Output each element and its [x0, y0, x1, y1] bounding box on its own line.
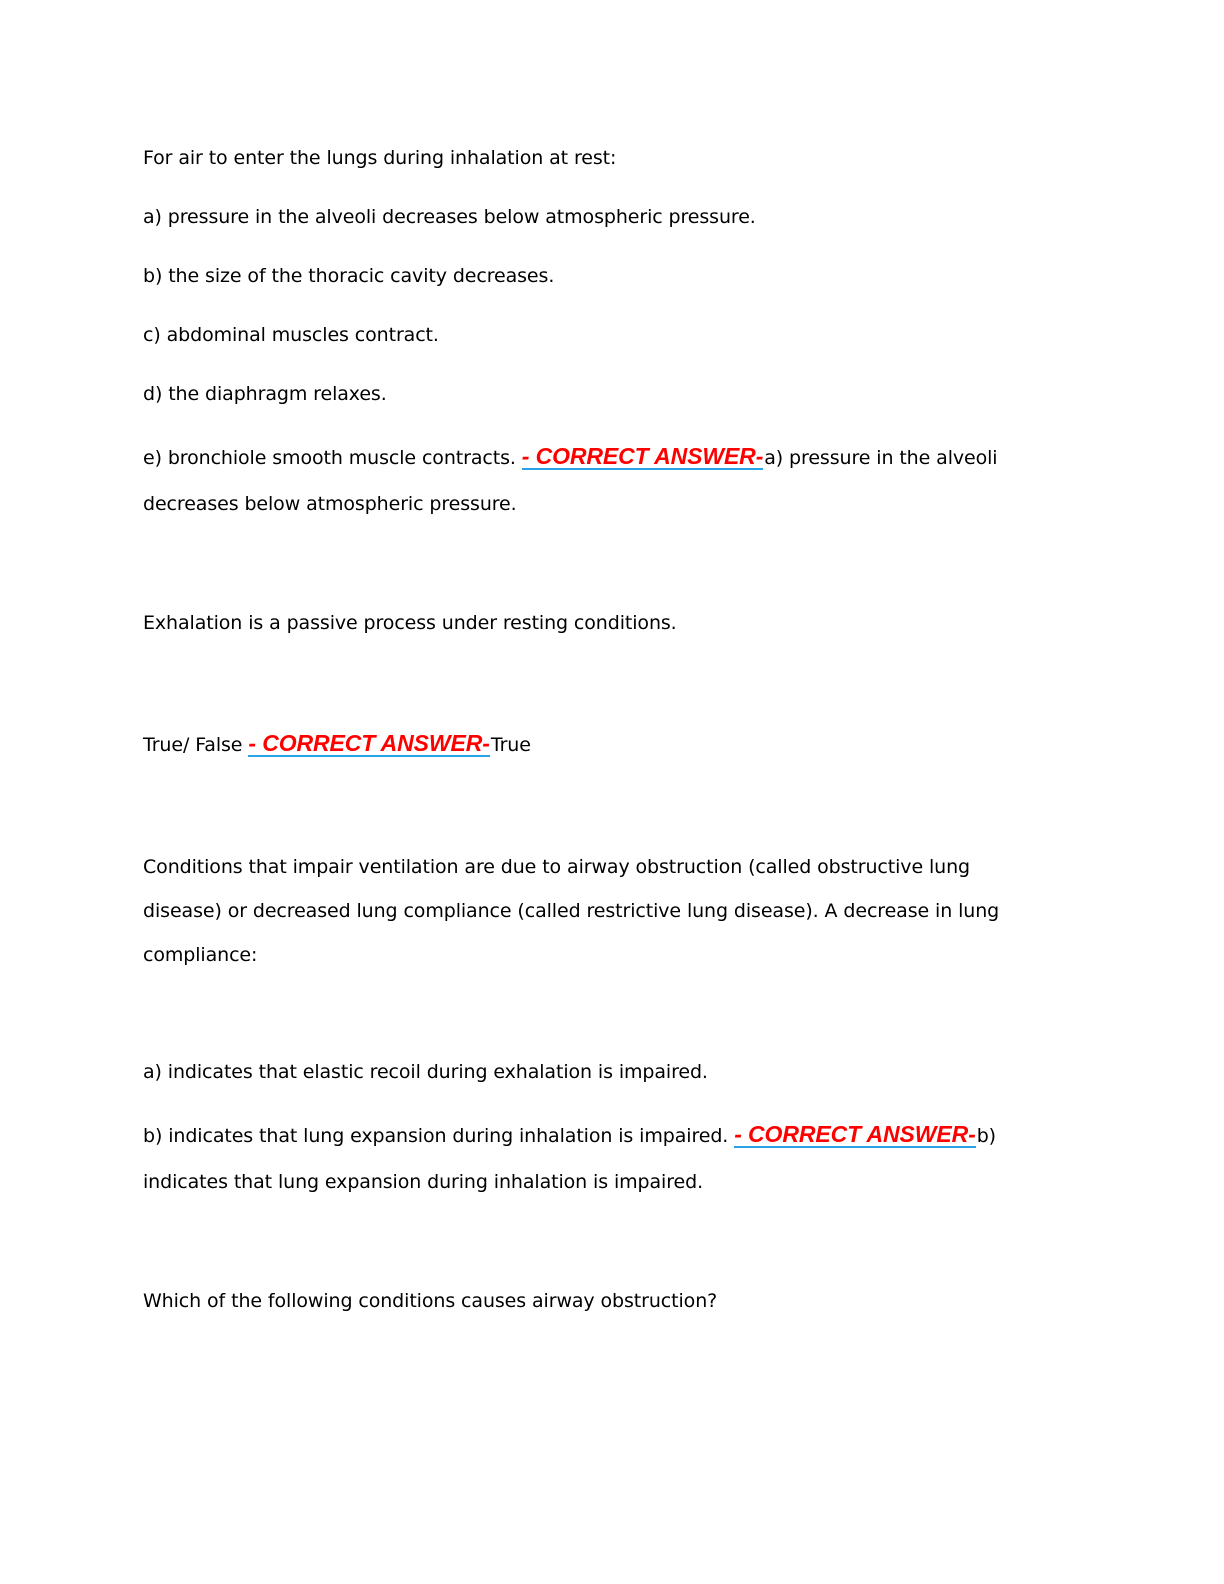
question-2-choices: True/ False	[143, 734, 243, 756]
question-1-stem: For air to enter the lungs during inhalation at rest:	[143, 147, 617, 169]
question-1-option-d: d) the diaphragm relaxes.	[143, 383, 387, 405]
question-2-answer-line	[143, 731, 531, 758]
question-3-answer-start: b)	[976, 1125, 996, 1147]
question-3-stem-line-3: compliance:	[143, 944, 258, 966]
question-3-option-b-line	[143, 1122, 996, 1149]
question-2-stem: Exhalation is a passive process under resting conditions.	[143, 612, 677, 634]
question-1-answer-start: a) pressure in the alveoli	[764, 447, 998, 469]
question-1-option-e: e) bronchiole smooth muscle contracts.	[143, 447, 516, 469]
question-3-stem-line-1: Conditions that impair ventilation are due to airway obstruction (called obstructive lung	[143, 856, 970, 878]
question-3-stem-line-2: disease) or decreased lung compliance (called restrictive lung disease). A decrease in lung	[143, 900, 1000, 922]
correct-answer-label: - CORRECT ANSWER-	[248, 730, 490, 756]
question-1-answer-continued: decreases below atmospheric pressure.	[143, 493, 517, 515]
correct-answer-label: - CORRECT ANSWER-	[734, 1121, 976, 1147]
question-3-option-a: a) indicates that elastic recoil during exhalation is impaired.	[143, 1061, 708, 1083]
question-2-answer: True	[490, 734, 531, 756]
question-1-option-c: c) abdominal muscles contract.	[143, 324, 439, 346]
question-3-option-b: b) indicates that lung expansion during inhalation is impaired.	[143, 1125, 729, 1147]
question-1-option-a: a) pressure in the alveoli decreases below atmospheric pressure.	[143, 206, 756, 228]
question-1-option-b: b) the size of the thoracic cavity decreases.	[143, 265, 555, 287]
question-1-option-e-line	[143, 444, 998, 471]
question-4-stem: Which of the following conditions causes airway obstruction?	[143, 1290, 718, 1312]
question-3-answer-continued: indicates that lung expansion during inhalation is impaired.	[143, 1171, 704, 1193]
correct-answer-label: - CORRECT ANSWER-	[521, 443, 764, 469]
